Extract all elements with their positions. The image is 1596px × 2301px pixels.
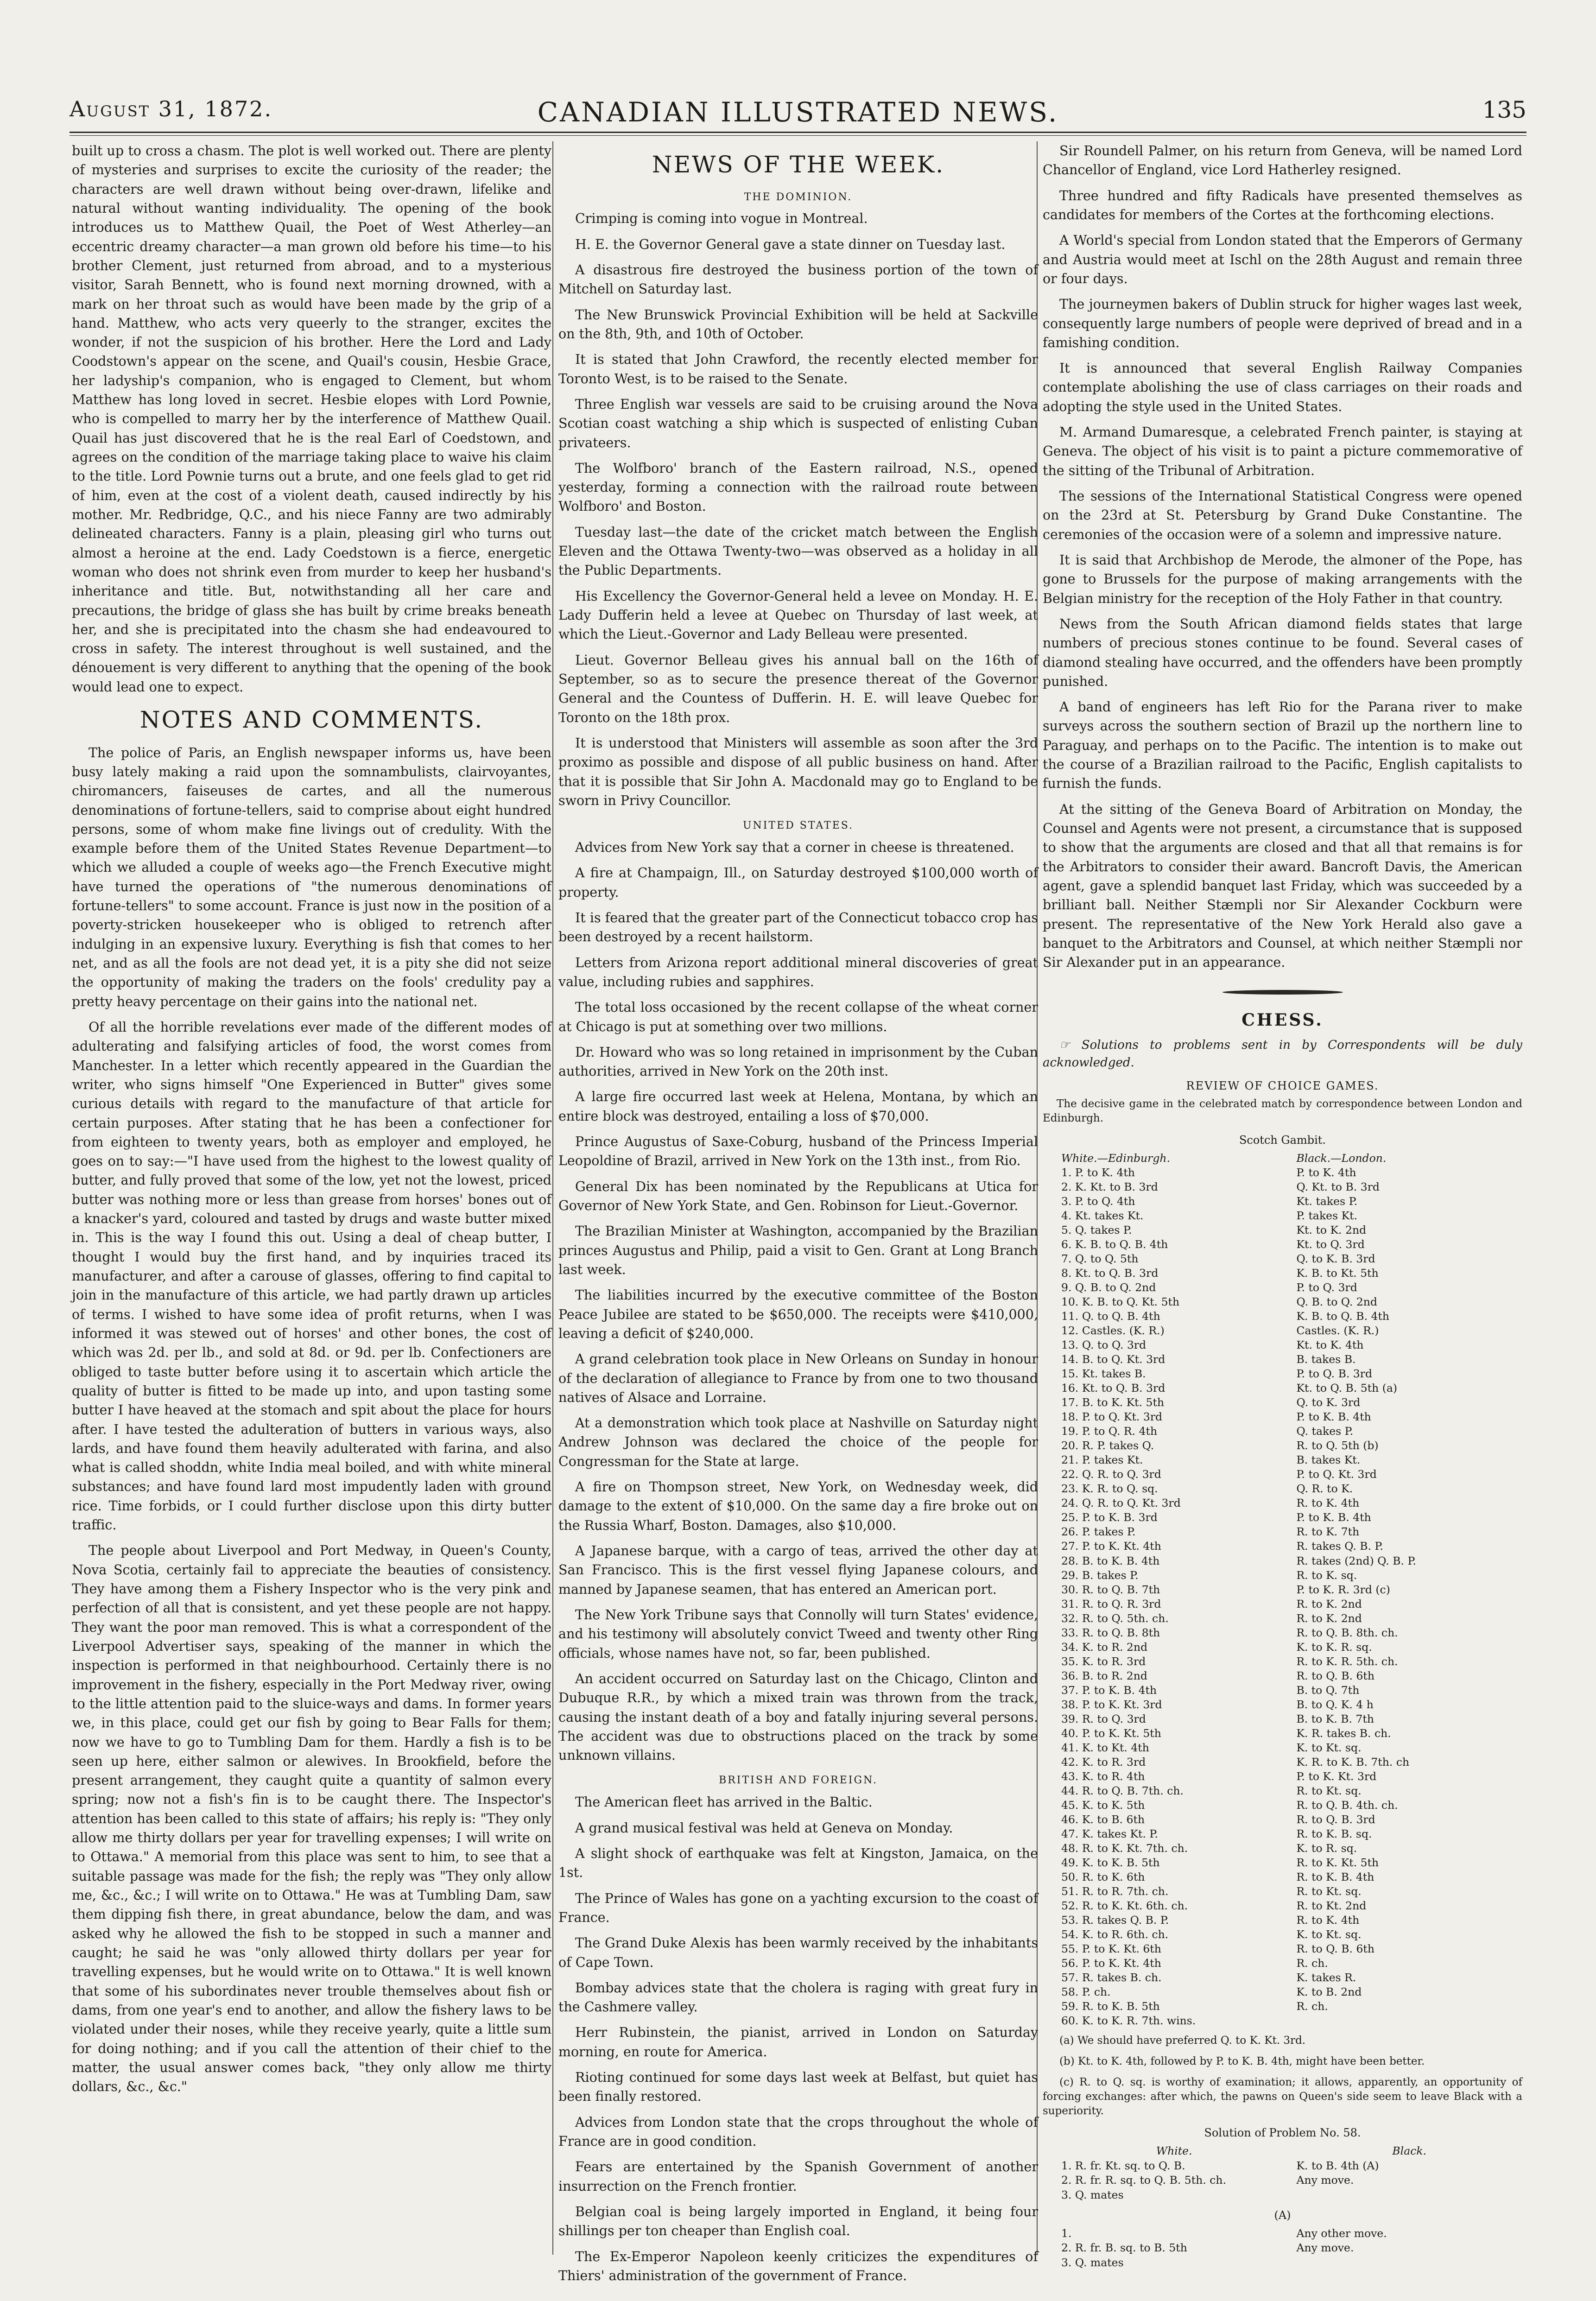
problem-move-black: K. to B. 4th (A) (1296, 2159, 1379, 2172)
chess-footnote: (b) Kt. to K. 4th, followed by P. to K. B. 4th, might have been better. (1059, 2055, 1425, 2068)
chess-move-white: 20. R. P. takes Q. (1061, 1439, 1154, 1452)
chess-move-white: 6. K. B. to Q. B. 4th (1061, 1238, 1168, 1251)
chess-move-white: 50. R. to K. 6th (1061, 1870, 1145, 1883)
chess-move-black: R. to K. 2nd (1296, 1597, 1362, 1610)
chess-move-black: Kt. to K. 2nd (1296, 1223, 1367, 1237)
chess-move-black: R. to Q. 5th (b) (1296, 1439, 1379, 1452)
chess-move-black: R. to K. B. 4th (1296, 1870, 1374, 1883)
problem-heading: Solution of Problem No. 58. (1204, 2126, 1361, 2140)
news-item: Crimping is coming into vogue in Montreal. (575, 211, 868, 227)
chess-move-black: R. to K. 7th (1296, 1525, 1360, 1539)
news-item: The Grand Duke Alexis has been warmly received by the inhabitants of Cape Town. (558, 1935, 1038, 1970)
variation-move-white: 1. (1061, 2226, 1072, 2240)
chess-move-black: K. to Kt. sq. (1296, 1927, 1362, 1941)
news-item: Bombay advices state that the cholera is raging with great fury in the Cashmere valley. (558, 1980, 1038, 2015)
chess-move-white: 35. K. to R. 3rd (1061, 1654, 1146, 1668)
chess-move-white: 23. K. R. to Q. sq. (1061, 1482, 1158, 1496)
review-section (72, 141, 551, 697)
chess-move-white: 16. Kt. to Q. B. 3rd (1061, 1382, 1165, 1395)
news-item: News from the South African diamond fields states that large numbers of precious stones continue to be found. Several cases of diamond stealing have occurred, and the offenders have been promptly punished. (1043, 616, 1522, 689)
problem-move-white: 1. R. fr. Kt. sq. to Q. B. (1061, 2159, 1185, 2172)
chess-move-white: 57. R. takes B. ch. (1061, 1971, 1162, 1984)
chess-move-white: 43. K. to R. 4th (1061, 1769, 1145, 1783)
chess-move-black: R. to Q. B. 3rd (1296, 1813, 1375, 1826)
news-item: The total loss occasioned by the recent collapse of the wheat corner at Chicago is put at something over two millions. (558, 1000, 1038, 1034)
chess-move-black: R. ch. (1296, 1956, 1328, 1970)
news-item: H. E. the Governor General gave a state dinner on Tuesday last. (575, 236, 1006, 252)
news-item: His Excellency the Governor-General held a levee on Monday. H. E. Lady Dufferin held a levee at Quebec on Thursday of last week, at which the Lieut.-Governor and Lady Belleau were presented. (558, 588, 1038, 642)
ornament-divider (1043, 981, 1522, 1000)
chess-move-white: 30. R. to Q. B. 7th (1061, 1583, 1160, 1596)
chess-move-black: B. to Q. K. 4 h (1296, 1698, 1374, 1711)
chess-move-white: 56. P. to K. Kt. 4th (1061, 1956, 1161, 1970)
news-item: The Wolfboro' branch of the Eastern railroad, N.S., opened yesterday, forming a connection with the railroad route between Wolfboro' and Boston. (558, 460, 1038, 514)
news-item: A disastrous fire destroyed the business portion of the town of Mitchell on Saturday last. (558, 262, 1038, 297)
chess-heading: CHESS. (1241, 1010, 1324, 1030)
header-rule-thin (70, 135, 1526, 136)
chess-move-black: Q. to K. B. 3rd (1296, 1252, 1375, 1266)
header-rule (70, 132, 1526, 133)
chess-move-black: P. to K. B. 4th (1296, 1410, 1371, 1424)
variation-heading: (A) (1274, 2208, 1291, 2222)
news-item: Advices from London state that the crops throughout the whole of France are in good condition. (558, 2114, 1038, 2149)
chess-move-white: 51. R. to R. 7th. ch. (1061, 1884, 1169, 1898)
chess-move-black: Q. R. to K. (1296, 1482, 1353, 1496)
chess-move-white: 3. P. to Q. 4th (1061, 1195, 1135, 1208)
variation-move-white: 3. Q. mates (1061, 2256, 1124, 2269)
chess-footnotes (1043, 2034, 1522, 2118)
column-1 (72, 141, 551, 2255)
news-item: A fire on Thompson street, New York, on Wednesday week, did damage to the extent of $10,000. On the same day a fire broke out on the Russia Wharf, Boston. Damages, also $10,000. (558, 1479, 1038, 1533)
problem-move-black (1297, 2188, 1523, 2203)
bf-section (558, 1793, 1038, 2285)
news-item: Herr Rubinstein, the pianist, arrived in London on Saturday morning, en route for America. (558, 2025, 1038, 2060)
chess-move-white: 37. P. to K. B. 4th (1061, 1683, 1157, 1697)
chess-move-black: Q. B. to Q. 2nd (1296, 1295, 1377, 1309)
chess-move-white: 18. P. to Q. Kt. 3rd (1061, 1410, 1163, 1424)
news-item: The journeymen bakers of Dublin struck for higher wages last week, consequently large numbers of people were deprived of bread and in a famishing condition. (1043, 297, 1522, 350)
news-item: The New York Tribune says that Connolly will turn States' evidence, and his testimony will absolutely convict Tweed and twenty other Ring officials, whose names have not, so far, been published. (558, 1607, 1038, 1661)
chess-move-white: 1. P. to K. 4th (1061, 1166, 1135, 1179)
chess-move-white: 47. K. takes Kt. P. (1061, 1827, 1158, 1840)
chess-move-black: R. to K. B. sq. (1296, 1827, 1372, 1840)
news-item: Sir Roundell Palmer, on his return from Geneva, will be named Lord Chancellor of England, vice Lord Hatherley resigned. (1043, 143, 1522, 178)
chess-move-black: B. takes B. (1296, 1353, 1356, 1366)
news-item: It is understood that Ministers will assemble as soon after the 3rd proximo as possible and dispose of all public business on hand. After that it is possible that Sir John A. Macdonald may go to England to be sworn in Privy Councillor. (558, 735, 1038, 808)
chess-move-black: R. to K. 4th (1296, 1913, 1360, 1927)
news-item: Three English war vessels are said to be cruising around the Nova Scotian coast watching a ship which is suspected of enlisting Cuban privateers. (558, 396, 1038, 450)
chess-move-white: 25. P. to K. B. 3rd (1061, 1511, 1158, 1524)
news-item: Lieut. Governor Belleau gives his annual ball on the 16th of September, so as to secure the presence thereat of the Governor General and the Countess of Dufferin. H. E. will leave Quebec for Toronto on the 18th prox. (558, 652, 1038, 725)
variation-move-black (1297, 2256, 1523, 2270)
news-item: A slight shock of earthquake was felt at Kingston, Jamaica, on the 1st. (558, 1845, 1038, 1881)
dominion-heading: THE DOMINION. (744, 191, 853, 203)
chess-move-white: 21. P. takes Kt. (1061, 1453, 1143, 1467)
chess-move-white: 17. B. to K. Kt. 5th (1061, 1396, 1165, 1409)
chess-move-black: K. to Kt. sq. (1296, 1741, 1362, 1754)
news-item: A grand musical festival was held at Geneva on Monday. (575, 1820, 953, 1836)
problem-move-white: 2. R. fr. R. sq. to Q. B. 5th. ch. (1061, 2174, 1227, 2187)
chess-move-black: P. to Q. 3rd (1296, 1281, 1357, 1294)
news-item: The liabilities incurred by the executive committee of the Boston Peace Jubilee are stated to be $650,000. The receipts were $410,000, leaving a deficit of $240,000. (558, 1287, 1038, 1341)
chess-move-white: 58. P. ch. (1061, 1985, 1111, 1998)
chess-move-black: K. R. takes B. ch. (1296, 1726, 1391, 1740)
chess-move-white: 15. Kt. takes B. (1061, 1367, 1146, 1381)
chess-move-white: 59. R. to K. B. 5th (1061, 1999, 1160, 2013)
chess-move-white: 9. Q. B. to Q. 2nd (1061, 1281, 1156, 1294)
chess-move-white: 13. Q. to Q. 3rd (1061, 1338, 1146, 1352)
chess-note: ☞ Solutions to problems sent in by Correspondents will be duly acknowledged. (1043, 1038, 1522, 1070)
news-item: General Dix has been nominated by the Republicans at Utica for Governor of New York State, and Gen. Robinson for Lieut.-Governor. (558, 1179, 1038, 1214)
news-item: Fears are entertained by the Spanish Government of another insurrection on the French frontier. (558, 2159, 1038, 2194)
chess-move-black (1297, 2014, 1523, 2028)
news-item: Tuesday last—the date of the cricket match between the English Eleven and the Ottawa Twenty-two—was observed as a holiday in all the Public Departments. (558, 524, 1038, 578)
chess-move-white: 39. R. to Q. 3rd (1061, 1712, 1146, 1725)
chess-move-black: R. takes (2nd) Q. B. P. (1296, 1554, 1416, 1567)
column-divider (552, 141, 553, 2255)
chess-intro: The decisive game in the celebrated match by correspondence between London and Edinburgh. (1043, 1098, 1522, 1125)
chess-move-white: 10. K. B. to Q. Kt. 5th (1061, 1295, 1180, 1309)
news-item: Letters from Arizona report additional mineral discoveries of great value, including rubies and sapphires. (558, 955, 1038, 989)
notes-paragraph: Of all the horrible revelations ever made of the different modes of adulterating and falsifying articles of food, the worst comes from Manchester. In a letter which recently appeared in the Guardian the writer, who signs himself "One Experienced in Butter" gives some curious details with regard to the manufacture of that article for certain purposes. After stating that he has been a confectioner for from eighteen to twenty years, both as employer and employed, he goes on to say:—"I have used from the highest to the lowest quality of butter, and fully proved that some of the low, yet not the lowest, priced butter was nothing more or less than grease from horses' bones out of a knacker's yard, coloured and tasted by drugs and waste butter mixed in. This is the way I found this out. Using a deal of cheap butter, I thought I would buy the first hand, and by inquiries traced its manufacturer, and after a carouse of glasses, offering to find capital to join in the manufacture of this article, we had partly drawn up articles of terms. I wished to have some idea of profit returns, when I was informed it was stewed out of horses' and other bones, the cost of which was 2d. per lb., and sold at 8d. or 9d. per lb. Confectioners are obliged to taste butter before using it to ascertain which article the quality of butter is fitted to be made up into, and upon tasting some butter I have heaved at the stomach and spit about the place for hours after. I have tested the adulteration of butters in various ways, also lards, and have found them heavily adulterated with farina, and also what is called shoddn, white India meal boiled, and with white mineral substances; and have found lard most impudently laden with ground rice. Time forbids, or I could further disclose upon this dirty butter traffic. (72, 1019, 551, 1533)
us-section (558, 838, 1038, 1765)
problem-white-heading: White. (1156, 2144, 1192, 2158)
chess-move-white: 41. K. to Kt. 4th (1061, 1741, 1149, 1754)
chess-move-white: 11. Q. to Q. B. 4th (1061, 1310, 1160, 1323)
chess-move-black: R. to K. Kt. 5th (1296, 1856, 1379, 1869)
chess-move-black: R. to Q. B. 6th (1296, 1942, 1374, 1955)
news-item: The sessions of the International Statistical Congress were opened on the 23rd at St. Petersburg by Grand Duke Constantine. The ceremonies of the occasion were of a solemn and impressive nature. (1043, 488, 1522, 542)
chess-move-white: 7. Q. to Q. 5th (1061, 1252, 1139, 1266)
problem-move-black: Any move. (1296, 2174, 1354, 2187)
chess-move-white: 4. Kt. takes Kt. (1061, 1209, 1144, 1223)
news-item: Advices from New York say that a corner in cheese is threatened. (575, 840, 1014, 856)
chess-move-white: 42. K. to R. 3rd (1061, 1755, 1146, 1769)
chess-move-white: 45. K. to K. 5th (1061, 1798, 1145, 1812)
problem-move-white: 3. Q. mates (1061, 2188, 1124, 2202)
chess-move-black: Q. takes P. (1296, 1425, 1354, 1438)
issue-date: August 31, 1872. (70, 96, 273, 121)
chess-move-white: 38. P. to K. Kt. 3rd (1061, 1698, 1162, 1711)
notes-heading: NOTES AND COMMENTS. (139, 706, 484, 734)
chess-move-black: K. R. to K. B. 7th. ch (1296, 1755, 1410, 1769)
news-heading: NEWS OF THE WEEK. (652, 151, 945, 178)
chess-move-white: 34. K. to R. 2nd (1061, 1640, 1148, 1654)
chess-move-black: P. to Q. Kt. 3rd (1296, 1468, 1377, 1481)
black-heading: Black.—London. (1296, 1152, 1387, 1165)
chess-moves-table (1061, 1151, 1522, 2028)
page-header (70, 96, 1526, 129)
news-item: Three hundred and fifty Radicals have presented themselves as candidates for members of the Cortes at the forthcoming elections. (1043, 188, 1522, 222)
chess-move-white: 33. R. to Q. B. 8th (1061, 1626, 1160, 1639)
notes-section (72, 743, 551, 2097)
news-item: The New Brunswick Provincial Exhibition will be held at Sackville on the 8th, 9th, and 10th of October. (558, 307, 1038, 342)
chess-move-black: P. to Q. B. 3rd (1296, 1367, 1373, 1381)
dominion-section (558, 209, 1038, 810)
chess-opening: Scotch Gambit. (1239, 1134, 1326, 1147)
news-item: M. Armand Dumaresque, a celebrated French painter, is staying at Geneva. The object of his visit is to paint a picture commemorative of the sitting of the Tribunal of Arbitration. (1043, 425, 1522, 478)
chess-move-white: 53. R. takes Q. B. P. (1061, 1913, 1169, 1927)
chess-move-white: 24. Q. R. to Q. Kt. 3rd (1061, 1496, 1181, 1510)
chess-move-black: R. ch. (1296, 1999, 1328, 2013)
news-item: The Prince of Wales has gone on a yachting excursion to the coast of France. (558, 1890, 1038, 1925)
chess-move-black: K. takes R. (1296, 1971, 1356, 1984)
masthead-title: CANADIAN ILLUSTRATED NEWS. (537, 96, 1059, 128)
chess-move-black: K. B. to Q. B. 4th (1296, 1310, 1390, 1323)
news-item: Prince Augustus of Saxe-Coburg, husband of the Princess Imperial Leopoldine of Brazil, arrived in New York on the 13th inst., from Rio. (558, 1134, 1038, 1169)
chess-move-white: 5. Q. takes P. (1061, 1223, 1132, 1237)
chess-move-black: P. takes Kt. (1296, 1209, 1358, 1223)
news-item: At a demonstration which took place at Nashville on Saturday night Andrew Johnson was declared the choice of the people for Congressman for the State at large. (558, 1415, 1038, 1469)
news-item: A band of engineers has left Rio for the Parana river to make surveys across the southern section of Brazil up the northern line to Paraguay, and perhaps on to the Pacific. The intention is to make out the course of a Brazilian railroad to the Pacific, English capitalists to furnish the funds. (1043, 699, 1522, 792)
chess-move-black: R. to K. sq. (1296, 1568, 1357, 1582)
news-item: It is feared that the greater part of the Connecticut tobacco crop has been destroyed by a recent hailstorm. (558, 910, 1038, 945)
chess-move-black: P. to K. B. 4th (1296, 1511, 1371, 1524)
chess-move-white: 26. P. takes P. (1061, 1525, 1136, 1539)
chess-move-black: K. to K. R. sq. (1296, 1640, 1372, 1654)
chess-move-white: 31. R. to Q. R. 3rd (1061, 1597, 1161, 1610)
chess-move-black: K. to R. sq. (1296, 1841, 1357, 1855)
chess-move-white: 12. Castles. (K. R.) (1061, 1324, 1165, 1337)
chess-move-black: Kt. to K. 4th (1296, 1338, 1364, 1352)
variation-move-black: Any move. (1296, 2241, 1354, 2255)
chess-move-black: R. to Q. B. 4th. ch. (1296, 1798, 1398, 1812)
chess-move-white: 52. R. to K. Kt. 6th. ch. (1061, 1899, 1188, 1912)
news-item: Rioting continued for some days last week at Belfast, but quiet has been finally restored. (558, 2070, 1038, 2104)
chess-move-black: Kt. to Q. 3rd (1296, 1238, 1365, 1251)
news-item: A grand celebration took place in New Orleans on Sunday in honour of the declaration of allegiance to France by from one to two thousand natives of Alsace and Lorraine. (558, 1351, 1038, 1405)
chess-move-black: R. to K. 2nd (1296, 1611, 1362, 1625)
chess-move-white: 48. R. to K. Kt. 7th. ch. (1061, 1841, 1188, 1855)
chess-move-white: 49. K. to K. B. 5th (1061, 1856, 1160, 1869)
news-item: A World's special from London stated that the Emperors of Germany and Austria would meet at Ischl on the 28th August and remain three or four days. (1043, 233, 1522, 286)
variation-move-white: 2. R. fr. B. sq. to B. 5th (1061, 2241, 1187, 2255)
chess-move-black: P. to K. Kt. 3rd (1296, 1769, 1377, 1783)
news-item: It is said that Archbishop de Merode, the almoner of the Pope, has gone to Brussels for the purpose of making arrangements with the Belgian ministry for the reception of the Holy Father in that country. (1043, 552, 1522, 606)
news-item: A large fire occurred last week at Helena, Montana, by which an entire block was destroyed, entailing a loss of $70,000. (558, 1089, 1038, 1124)
chess-move-black: R. to Kt. sq. (1296, 1884, 1362, 1898)
variation-move-black: Any other move. (1296, 2226, 1387, 2240)
white-heading: White.—Edinburgh. (1061, 1152, 1171, 1165)
chess-move-white: 55. P. to K. Kt. 6th (1061, 1942, 1161, 1955)
chess-move-white: 2. K. Kt. to B. 3rd (1061, 1180, 1158, 1194)
chess-move-white: 14. B. to Q. Kt. 3rd (1061, 1353, 1165, 1366)
chess-move-black: K. B. to Kt. 5th (1296, 1267, 1379, 1280)
chess-move-black: B. to Q. 7th (1296, 1683, 1360, 1697)
chess-move-white: 29. B. takes P. (1061, 1568, 1139, 1582)
news-item: Belgian coal is being largely imported in England, it being four shillings per ton cheaper than English coal. (558, 2204, 1038, 2239)
news-item: The Ex-Emperor Napoleon keenly criticizes the expenditures of Thiers' administration of the government of France. (558, 2249, 1038, 2283)
chess-move-white: 60. K. to K. R. 7th. wins. (1061, 2014, 1196, 2027)
chess-move-white: 19. P. to Q. R. 4th (1061, 1425, 1158, 1438)
chess-move-black: B. takes Kt. (1296, 1453, 1361, 1467)
chess-move-white: 44. R. to Q. B. 7th. ch. (1061, 1784, 1184, 1797)
chess-move-black: K. to B. 2nd (1296, 1985, 1362, 1998)
chess-move-black: R. to Kt. sq. (1296, 1784, 1362, 1797)
chess-review-heading: REVIEW OF CHOICE GAMES. (1186, 1079, 1379, 1093)
chess-move-black: R. to Q. B. 8th. ch. (1296, 1626, 1398, 1639)
review-paragraph: built up to cross a chasm. The plot is well worked out. There are plenty of mysteries and surprises to excite the curiosity of the reader; the characters are well drawn without being over-drawn, lifelike and natural without wanting individuality. The opening of the book introduces us to Matthew Quail, the Poet of West Atherley—an eccentric dreamy character—a man grown old before his time—to his brother Clement, just returned from abroad, and to a mysterious visitor, Sarah Bennett, who is found next morning drowned, with a mark on her throat such as would have been made by the grip of a hand. Matthew, who acts very queerly to the stranger, excites the wonder, if not the suspicion of his brother. Here the Lord and Lady Coodstown's appear on the scene, and Quail's cousin, Hesbie Grace, her ladyship's companion, who is engaged to Clement, but whom Matthew has long loved in secret. Hesbie elopes with Lord Pownie, who is compelled to marry her by the interference of Matthew Quail. Quail has just discovered that he is the real Earl of Coedstown, and agrees on the condition of the marriage taking place to waive his claim to the title. Lord Pownie turns out a brute, and one feels glad to get rid of him, even at the cost of a violent death, caused indirectly by his mother. Mr. Redbridge, Q.C., and his niece Fanny are two admirably delineated characters. Fanny is a plain, pleasing girl who turns out almost a heroine at the end. Lady Coedstown is a fierce, energetic woman who does not shrink even from murder to keep her husband's inheritance and title. But, notwithstanding all her care and precautions, the bridge of glass she has built by crime breaks beneath her, and she is precipitated into the chasm she had endeavoured to cross in safety. The interest throughout is well sustained, and the dénouement is very different to anything that the opening of the book would lead one to expect. (72, 143, 551, 695)
page-number: 135 (1482, 96, 1526, 123)
chess-move-white: 22. Q. R. to Q. 3rd (1061, 1468, 1161, 1481)
us-heading: UNITED STATES. (742, 820, 854, 832)
chess-footnote: (c) R. to Q. sq. is worthy of examination; it allows, apparently, an opportunity of forcing exchanges: after which, the pawns on Queen's side seem to leave Black with a superiority. (1043, 2076, 1522, 2117)
chess-move-black: P. to K. R. 3rd (c) (1296, 1583, 1390, 1596)
chess-move-white: 8. Kt. to Q. B. 3rd (1061, 1267, 1159, 1280)
chess-move-white: 28. B. to K. B. 4th (1061, 1554, 1160, 1567)
chess-move-black: Kt. takes P. (1296, 1195, 1358, 1208)
news-item: An accident occurred on Saturday last on the Chicago, Clinton and Dubuque R.R., by which a mixed train was thrown from the track, causing the instant death of a boy and fatally injuring several persons. The accident was due to obstructions placed on the track by some unknown villains. (558, 1671, 1038, 1763)
problem-solution (1061, 2144, 1522, 2203)
bf-heading: BRITISH AND FOREIGN. (719, 1775, 878, 1787)
notes-paragraph: The people about Liverpool and Port Medway, in Queen's County, Nova Scotia, certainly fail to appreciate the beauties of consistency. They have among them a Fishery Inspector who is the very pink and perfection of all that is consistent, and yet these people are not happy. They want the poor man removed. This is what a correspondent of the Liverpool Advertiser says, speaking of the manner in which the inspection is performed in that neighbourhood. Certainly there is no improvement in the fishery, especially in the Port Medway river, owing to the little attention paid to the sluice-ways and dams. In former years we, in this place, could get our fish by going to Bear Falls for them; now we have to go to Tumbling Dam for them. Hardly a fish is to be seen up here, either salmon or alewives. In Brookfield, before the present arrangement, they caught quite a quantity of salmon every spring; now not a fish's fin is to be caught there. The Inspector's attention has been called to this state of affairs; his reply is: "They only allow me thirty dollars per year for travelling expenses; I will write on to Ottawa." A memorial from this place was sent to him, to see that a suitable passage was made for the fish; the reply was "They only allow me, &c., &c.; I will write on to Ottawa." He was at Tumbling Dam, saw them dipping fish there, in great abundance, below the dam, and was asked why he allowed the fish to be stopped in such a manner and caught; he said he was "only allowed thirty dollars per year for travelling expenses, but he would write on to Ottawa." It is well known that some of his subordinates never trouble themselves about fish or dams, from one year's end to another, and allow the fishery laws to be violated under their noses, while they receive yearly, quite a little sum for doing nothing; and if you call the attention of their chief to the matter, the usual answer comes back, "they only allow me thirty dollars, &c., &c." (72, 1543, 551, 2095)
chess-move-black: R. to K. R. 5th. ch. (1296, 1654, 1398, 1668)
news-item: The American fleet has arrived in the Baltic. (575, 1794, 873, 1810)
chess-move-black: B. to K. B. 7th (1296, 1712, 1374, 1725)
notes-paragraph: The police of Paris, an English newspaper informs us, have been busy lately making a raid upon the somnambulists, clairvoyantes, chiromancers, faiseuses de cartes, and all the numerous denominations of fortune-tellers, said to comprise about eight hundred persons, some of whom make fine livings out of credulity. With the example before them of the United States Revenue Department—to which we alluded a couple of weeks ago—the French Executive might have turned the operations of "the numerous denominations of fortune-tellers" to some account. France is just now in the position of a poverty-stricken housekeeper who is obliged to retrench after indulging in an expensive luxury. Everything is fish that comes to her net, and as all the fools are not dead yet, it is a pity she did not seize the opportunity of making the traders on the fools' credulity pay a pretty heavy percentage on their gains into the national net. (72, 745, 551, 1009)
chess-move-black: R. to Kt. 2nd (1296, 1899, 1367, 1912)
chess-move-white: 46. K. to B. 6th (1061, 1813, 1145, 1826)
chess-move-white: 40. P. to K. Kt. 5th (1061, 1726, 1161, 1740)
chess-move-black: Q. to K. 3rd (1296, 1396, 1361, 1409)
chess-move-black: R. to K. 4th (1296, 1496, 1360, 1510)
chess-move-white: 54. K. to R. 6th. ch. (1061, 1927, 1169, 1941)
column-2 (558, 141, 1038, 2283)
foreign-news-section (1043, 141, 1522, 972)
news-item: The Brazilian Minister at Washington, accompanied by the Brazilian princes Augustus and Philip, paid a visit to Gen. Grant at Long Branch last week. (558, 1223, 1038, 1277)
chess-move-black: R. to Q. B. 6th (1296, 1669, 1374, 1682)
news-item: Dr. Howard who was so long retained in imprisonment by the Cuban authorities, arrived in New York on the 20th inst. (558, 1044, 1038, 1079)
chess-move-black: Q. Kt. to B. 3rd (1296, 1180, 1380, 1194)
chess-move-white: 32. R. to Q. 5th. ch. (1061, 1611, 1169, 1625)
chess-move-white: 27. P. to K. Kt. 4th (1061, 1540, 1161, 1553)
news-item: At the sitting of the Geneva Board of Arbitration on Monday, the Counsel and Agents were not present, a circumstance that is supposed to show that the arguments are closed and that all that remains is for the Arbitrators to consider their award. Bancroft Davis, the American agent, gave a splendid banquet last Friday, which was succeeded by a brilliant ball. Neither Stæmpli nor Sir Alexander Cockburn were present. The representative of the New York Herald also gave a banquet to the Arbitrators and Counsel, at which neither Stæmpli nor Sir Alexander put in an appearance. (1043, 801, 1522, 970)
news-item: It is announced that several English Railway Companies contemplate abolishing the use of class carriages on their roads and adopting the style used in the United States. (1043, 361, 1522, 414)
chess-move-black: P. to K. 4th (1296, 1166, 1356, 1179)
news-item: A fire at Champaign, Ill., on Saturday destroyed $100,000 worth of property. (558, 865, 1038, 900)
problem-black-heading: Black. (1392, 2144, 1427, 2158)
problem-variation (1061, 2226, 1522, 2270)
chess-move-black: Kt. to Q. B. 5th (a) (1296, 1382, 1398, 1395)
column-3 (1043, 141, 1522, 2269)
chess-footnote: (a) We should have preferred Q. to K. Kt. 3rd. (1059, 2035, 1306, 2047)
chess-move-black: Castles. (K. R.) (1296, 1324, 1379, 1337)
chess-move-white: 36. B. to R. 2nd (1061, 1669, 1147, 1682)
news-item: A Japanese barque, with a cargo of teas, arrived the other day at San Francisco. This is the first vessel flying Japanese colours, and manned by Japanese seamen, that has entered an American port. (558, 1543, 1038, 1597)
news-item: It is stated that John Crawford, the recently elected member for Toronto West, is to be raised to the Senate. (558, 352, 1038, 387)
chess-move-black: R. takes Q. B. P. (1296, 1540, 1384, 1553)
